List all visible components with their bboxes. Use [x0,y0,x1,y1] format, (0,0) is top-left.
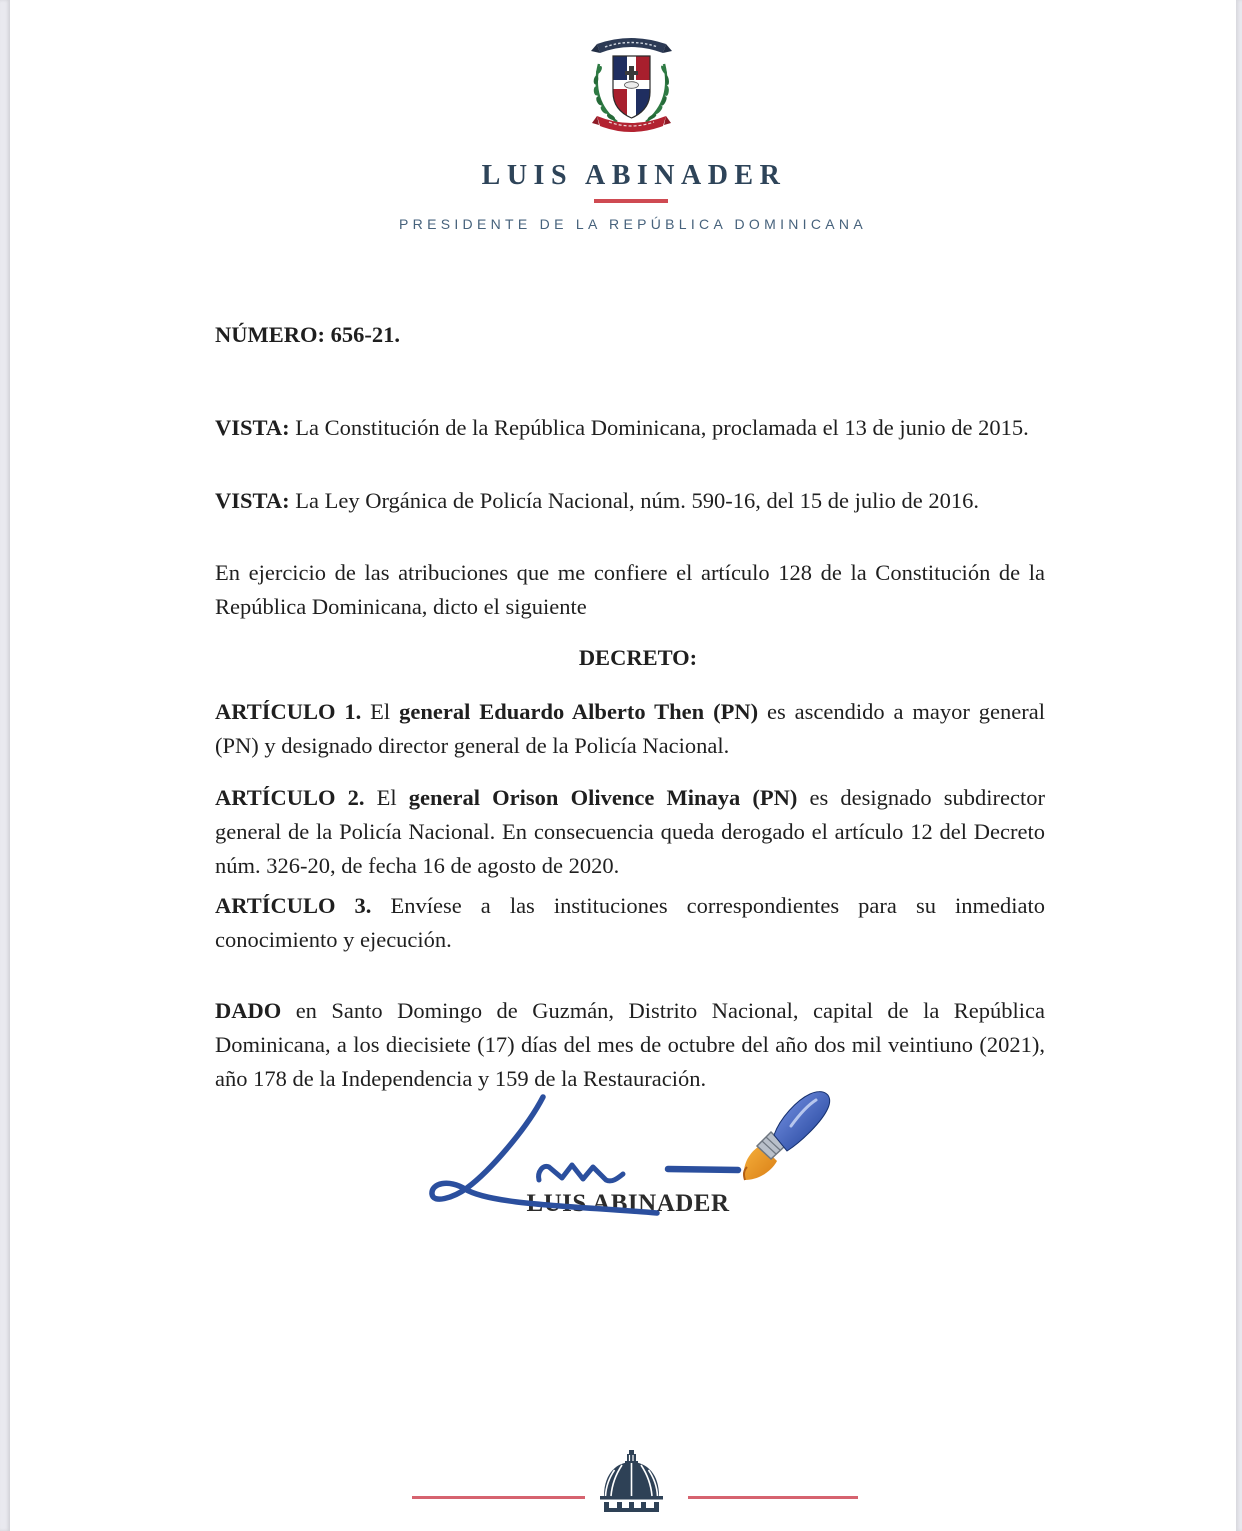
article-text: es ascendido a mayor general (PN) y designado director general de la Policía Nacional. [215,699,1046,758]
footer-rule-left [412,1496,585,1499]
decree-number: NÚMERO: 656-21. [215,322,400,347]
article-lead: ARTÍCULO 1. [215,699,362,724]
page-title: LUIS ABINADER [481,160,787,191]
article-text: es designado subdirector general de la Policía Nacional. En consecuencia queda derogado el artículo 12 del Decreto núm. 326-20, de fecha 16 de agosto de 2020. [215,785,1045,878]
article-text: Envíese a las instituciones correspondientes para su inmediato conocimiento y ejecución. [215,893,1046,952]
title-rule [594,199,668,203]
article-1-paragraph [215,695,1045,763]
article-bold-name: general Eduardo Alberto Then (PN) [399,699,759,724]
article-lead: ARTÍCULO 3. [215,893,372,918]
dado-text: en Santo Domingo de Guzmán, Distrito Nacional, capital de la República Dominicana, a los diecisiete (17) días del mes de octubre del año dos mil veintiuno (2021), año 178 de la Independencia y 159 de la Restauración. [215,998,1045,1091]
dado-lead: DADO [215,998,282,1023]
national-palace-dome-icon [598,1450,665,1512]
decree-heading: DECRETO: [578,645,698,670]
vista-text: La Constitución de la República Dominicana, proclamada el 13 de junio de 2015. [289,415,1029,440]
preamble-paragraph: En ejercicio de las atribuciones que me confiere el artículo 128 de la Constitución de la República Dominicana, dicto el siguiente [215,560,1045,619]
vista-paragraph-2 [215,484,1045,518]
dominican-coat-of-arms-icon [585,30,678,140]
vista-lead: VISTA: [215,488,290,513]
article-bold-name: general Orison Olivence Minaya (PN) [408,785,798,810]
article-text: El [361,699,400,724]
article-2-paragraph [215,781,1045,883]
article-lead: ARTÍCULO 2. [215,785,365,810]
vista-text: La Ley Orgánica de Policía Nacional, núm. 590-16, del 15 de julio de 2016. [289,488,980,513]
viewer-left-gutter [0,0,10,1531]
signature-name: LUIS ABINADER [526,1190,730,1217]
article-3-paragraph [215,889,1045,957]
paintbrush-icon [744,1092,830,1180]
dado-paragraph [215,994,1045,1096]
page-subtitle: PRESIDENTE DE LA REPÚBLICA DOMINICANA [399,216,867,232]
vista-paragraph-1 [215,411,1045,445]
vista-lead: VISTA: [215,415,290,440]
article-text: El [364,785,409,810]
footer-rule-right [688,1496,858,1499]
